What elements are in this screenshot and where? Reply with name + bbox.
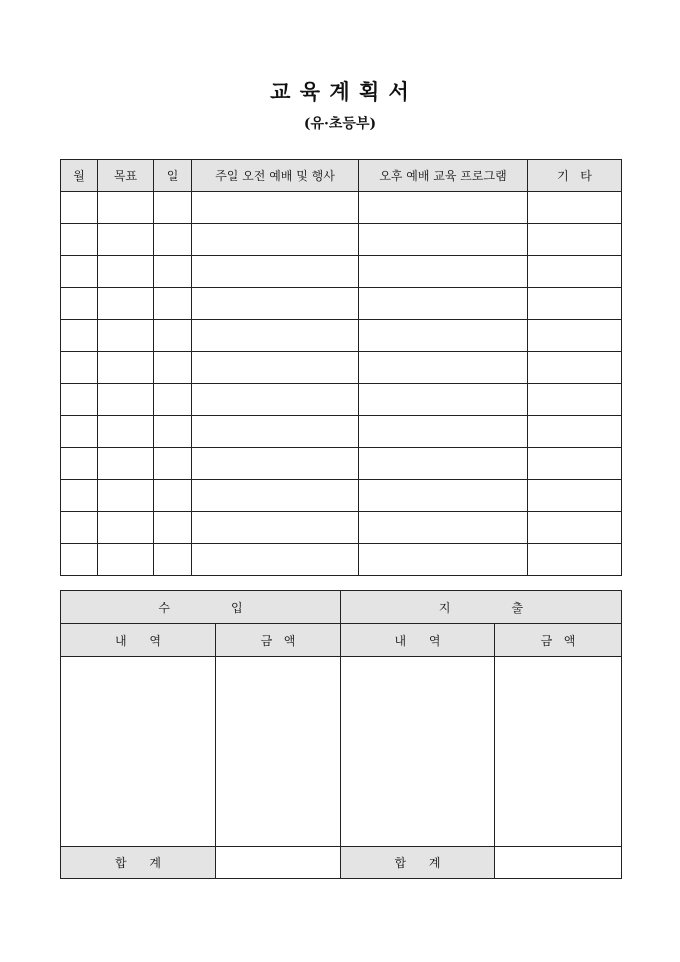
afternoon-program-cell[interactable] xyxy=(359,544,528,576)
sunday-morning-cell[interactable] xyxy=(192,320,359,352)
day-cell[interactable] xyxy=(154,320,192,352)
goal-cell[interactable] xyxy=(98,224,154,256)
sunday-morning-cell[interactable] xyxy=(192,384,359,416)
table-row xyxy=(61,544,622,576)
plan-body xyxy=(61,192,622,576)
document-subtitle: (유·초등부) xyxy=(303,116,377,132)
month-cell[interactable] xyxy=(61,448,98,480)
income-item-cell[interactable] xyxy=(61,657,216,847)
day-cell[interactable] xyxy=(154,224,192,256)
etc-cell[interactable] xyxy=(528,256,622,288)
table-row xyxy=(61,288,622,320)
expense-amount-cell[interactable] xyxy=(495,657,622,847)
month-cell[interactable] xyxy=(61,192,98,224)
day-cell[interactable] xyxy=(154,512,192,544)
header-sunday-morning: 주일 오전 예배 및 행사 xyxy=(192,160,359,192)
etc-cell[interactable] xyxy=(528,320,622,352)
month-cell[interactable] xyxy=(61,416,98,448)
expense-total-value[interactable] xyxy=(495,847,622,879)
month-cell[interactable] xyxy=(61,480,98,512)
table-row xyxy=(61,352,622,384)
afternoon-program-cell[interactable] xyxy=(359,480,528,512)
table-row xyxy=(61,384,622,416)
goal-cell[interactable] xyxy=(98,320,154,352)
income-total-value[interactable] xyxy=(216,847,341,879)
etc-cell[interactable] xyxy=(528,192,622,224)
month-cell[interactable] xyxy=(61,384,98,416)
goal-cell[interactable] xyxy=(98,192,154,224)
sunday-morning-cell[interactable] xyxy=(192,352,359,384)
day-cell[interactable] xyxy=(154,544,192,576)
afternoon-program-cell[interactable] xyxy=(359,352,528,384)
etc-cell[interactable] xyxy=(528,512,622,544)
goal-cell[interactable] xyxy=(98,384,154,416)
etc-cell[interactable] xyxy=(528,384,622,416)
day-cell[interactable] xyxy=(154,416,192,448)
table-row xyxy=(61,480,622,512)
afternoon-program-cell[interactable] xyxy=(359,416,528,448)
income-total-label: 합 계 xyxy=(61,847,216,879)
afternoon-program-cell[interactable] xyxy=(359,192,528,224)
income-header: 수 입 xyxy=(61,591,341,624)
etc-cell[interactable] xyxy=(528,288,622,320)
day-cell[interactable] xyxy=(154,480,192,512)
income-amount-header: 금 액 xyxy=(216,624,341,657)
month-cell[interactable] xyxy=(61,224,98,256)
budget-table xyxy=(60,590,622,879)
sunday-morning-cell[interactable] xyxy=(192,256,359,288)
sunday-morning-cell[interactable] xyxy=(192,224,359,256)
expense-header: 지 출 xyxy=(341,591,622,624)
goal-cell[interactable] xyxy=(98,544,154,576)
month-cell[interactable] xyxy=(61,320,98,352)
expense-item-cell[interactable] xyxy=(341,657,495,847)
day-cell[interactable] xyxy=(154,448,192,480)
sunday-morning-cell[interactable] xyxy=(192,288,359,320)
header-etc: 기 타 xyxy=(528,160,622,192)
afternoon-program-cell[interactable] xyxy=(359,512,528,544)
goal-cell[interactable] xyxy=(98,480,154,512)
etc-cell[interactable] xyxy=(528,480,622,512)
etc-cell[interactable] xyxy=(528,416,622,448)
day-cell[interactable] xyxy=(154,256,192,288)
expense-total-label: 합 계 xyxy=(341,847,495,879)
day-cell[interactable] xyxy=(154,192,192,224)
goal-cell[interactable] xyxy=(98,448,154,480)
afternoon-program-cell[interactable] xyxy=(359,448,528,480)
afternoon-program-cell[interactable] xyxy=(359,256,528,288)
sunday-morning-cell[interactable] xyxy=(192,192,359,224)
day-cell[interactable] xyxy=(154,384,192,416)
goal-cell[interactable] xyxy=(98,352,154,384)
header-goal: 목표 xyxy=(98,160,154,192)
table-row xyxy=(61,224,622,256)
sunday-morning-cell[interactable] xyxy=(192,416,359,448)
afternoon-program-cell[interactable] xyxy=(359,224,528,256)
table-row xyxy=(61,192,622,224)
header-afternoon-program: 오후 예배 교육 프로그램 xyxy=(359,160,528,192)
table-row xyxy=(61,448,622,480)
sunday-morning-cell[interactable] xyxy=(192,480,359,512)
month-cell[interactable] xyxy=(61,256,98,288)
etc-cell[interactable] xyxy=(528,224,622,256)
day-cell[interactable] xyxy=(154,288,192,320)
etc-cell[interactable] xyxy=(528,448,622,480)
day-cell[interactable] xyxy=(154,352,192,384)
month-cell[interactable] xyxy=(61,544,98,576)
month-cell[interactable] xyxy=(61,512,98,544)
header-day: 일 xyxy=(154,160,192,192)
sunday-morning-cell[interactable] xyxy=(192,512,359,544)
month-cell[interactable] xyxy=(61,288,98,320)
income-item-header: 내 역 xyxy=(61,624,216,657)
expense-amount-header: 금 액 xyxy=(495,624,622,657)
header-month: 월 xyxy=(61,160,98,192)
etc-cell[interactable] xyxy=(528,544,622,576)
goal-cell[interactable] xyxy=(98,512,154,544)
plan-header-row xyxy=(61,160,622,192)
goal-cell[interactable] xyxy=(98,288,154,320)
document-title: 교 육 계 획 서 xyxy=(270,79,410,104)
income-amount-cell[interactable] xyxy=(216,657,341,847)
goal-cell[interactable] xyxy=(98,256,154,288)
etc-cell[interactable] xyxy=(528,352,622,384)
month-cell[interactable] xyxy=(61,352,98,384)
afternoon-program-cell[interactable] xyxy=(359,320,528,352)
table-row xyxy=(61,256,622,288)
afternoon-program-cell[interactable] xyxy=(359,288,528,320)
table-row xyxy=(61,512,622,544)
table-row xyxy=(61,416,622,448)
sunday-morning-cell[interactable] xyxy=(192,544,359,576)
afternoon-program-cell[interactable] xyxy=(359,384,528,416)
sunday-morning-cell[interactable] xyxy=(192,448,359,480)
goal-cell[interactable] xyxy=(98,416,154,448)
expense-item-header: 내 역 xyxy=(341,624,495,657)
plan-table xyxy=(60,159,622,576)
table-row xyxy=(61,320,622,352)
